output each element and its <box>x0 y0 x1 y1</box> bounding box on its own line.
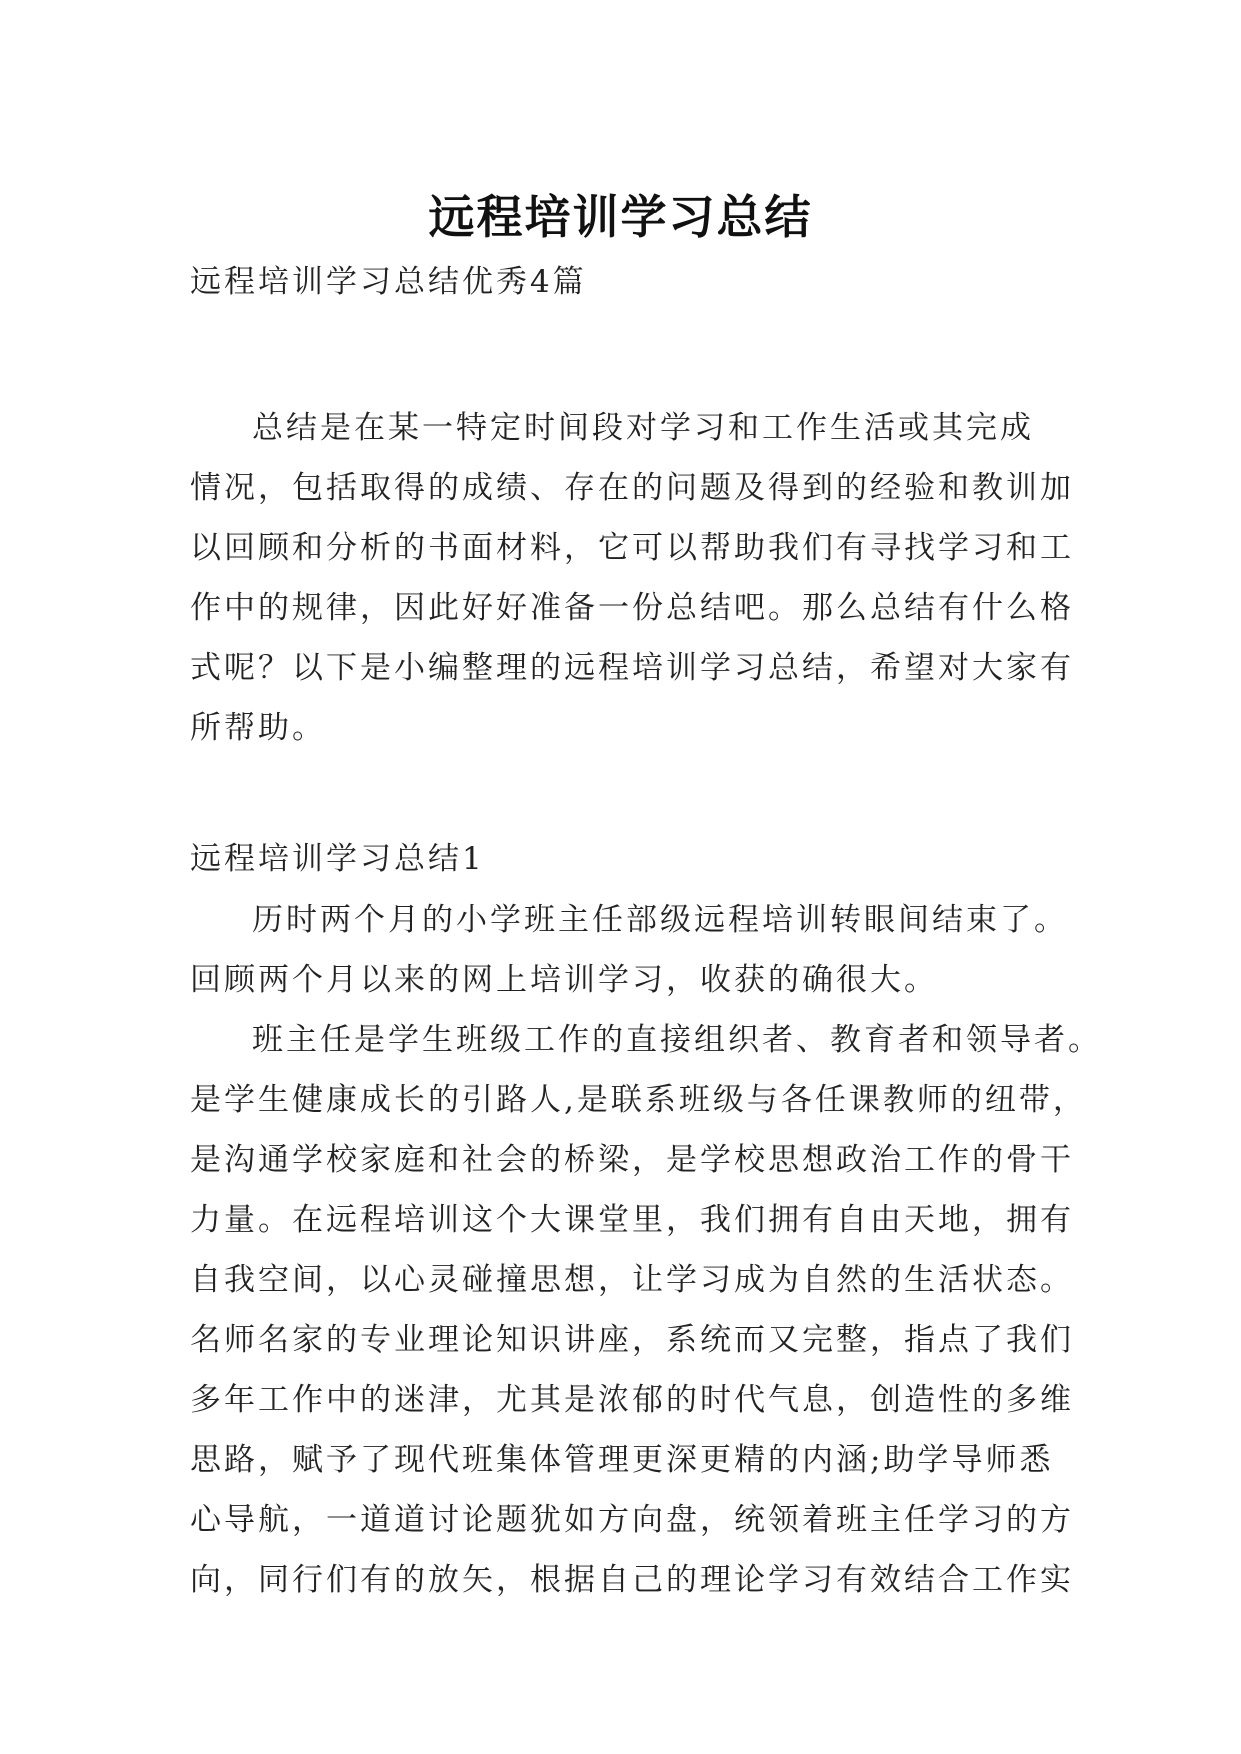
intro-line: 情况，包括取得的成绩、存在的问题及得到的经验和教训加 <box>190 470 1074 506</box>
paragraph-line: 回顾两个月以来的网上培训学习，收获的确很大。 <box>190 962 938 998</box>
document-title: 远程培训学习总结 <box>428 189 813 244</box>
paragraph-line: 班主任是学生班级工作的直接组织者、教育者和领导者。 <box>252 1022 1102 1058</box>
section-heading: 远程培训学习总结1 <box>190 841 485 877</box>
intro-line: 以回顾和分析的书面材料，它可以帮助我们有寻找学习和工 <box>190 530 1074 566</box>
paragraph-line: 历时两个月的小学班主任部级远程培训转眼间结束了。 <box>252 902 1068 938</box>
paragraph-line: 向，同行们有的放矢，根据自己的理论学习有效结合工作实 <box>190 1562 1074 1598</box>
paragraph-line: 心导航，一道道讨论题犹如方向盘，统领着班主任学习的方 <box>190 1502 1074 1538</box>
paragraph-line: 多年工作中的迷津，尤其是浓郁的时代气息，创造性的多维 <box>190 1382 1074 1418</box>
paragraph-line: 名师名家的专业理论知识讲座，系统而又完整，指点了我们 <box>190 1322 1074 1358</box>
intro-line: 式呢？以下是小编整理的远程培训学习总结，希望对大家有 <box>190 650 1074 686</box>
paragraph-line: 思路，赋予了现代班集体管理更深更精的内涵;助学导师悉 <box>190 1442 1054 1478</box>
intro-line: 作中的规律，因此好好准备一份总结吧。那么总结有什么格 <box>190 590 1074 626</box>
paragraph-line: 是学生健康成长的引路人,是联系班级与各任课教师的纽带， <box>190 1082 1087 1118</box>
document-subtitle: 远程培训学习总结优秀4篇 <box>190 264 587 300</box>
paragraph-line: 力量。在远程培训这个大课堂里，我们拥有自由天地，拥有 <box>190 1202 1074 1238</box>
paragraph-line: 自我空间，以心灵碰撞思想，让学习成为自然的生活状态。 <box>190 1262 1074 1298</box>
intro-line: 所帮助。 <box>190 710 326 746</box>
intro-line: 总结是在某一特定时间段对学习和工作生活或其完成 <box>252 410 1034 446</box>
paragraph-line: 是沟通学校家庭和社会的桥梁，是学校思想政治工作的骨干 <box>190 1142 1074 1178</box>
